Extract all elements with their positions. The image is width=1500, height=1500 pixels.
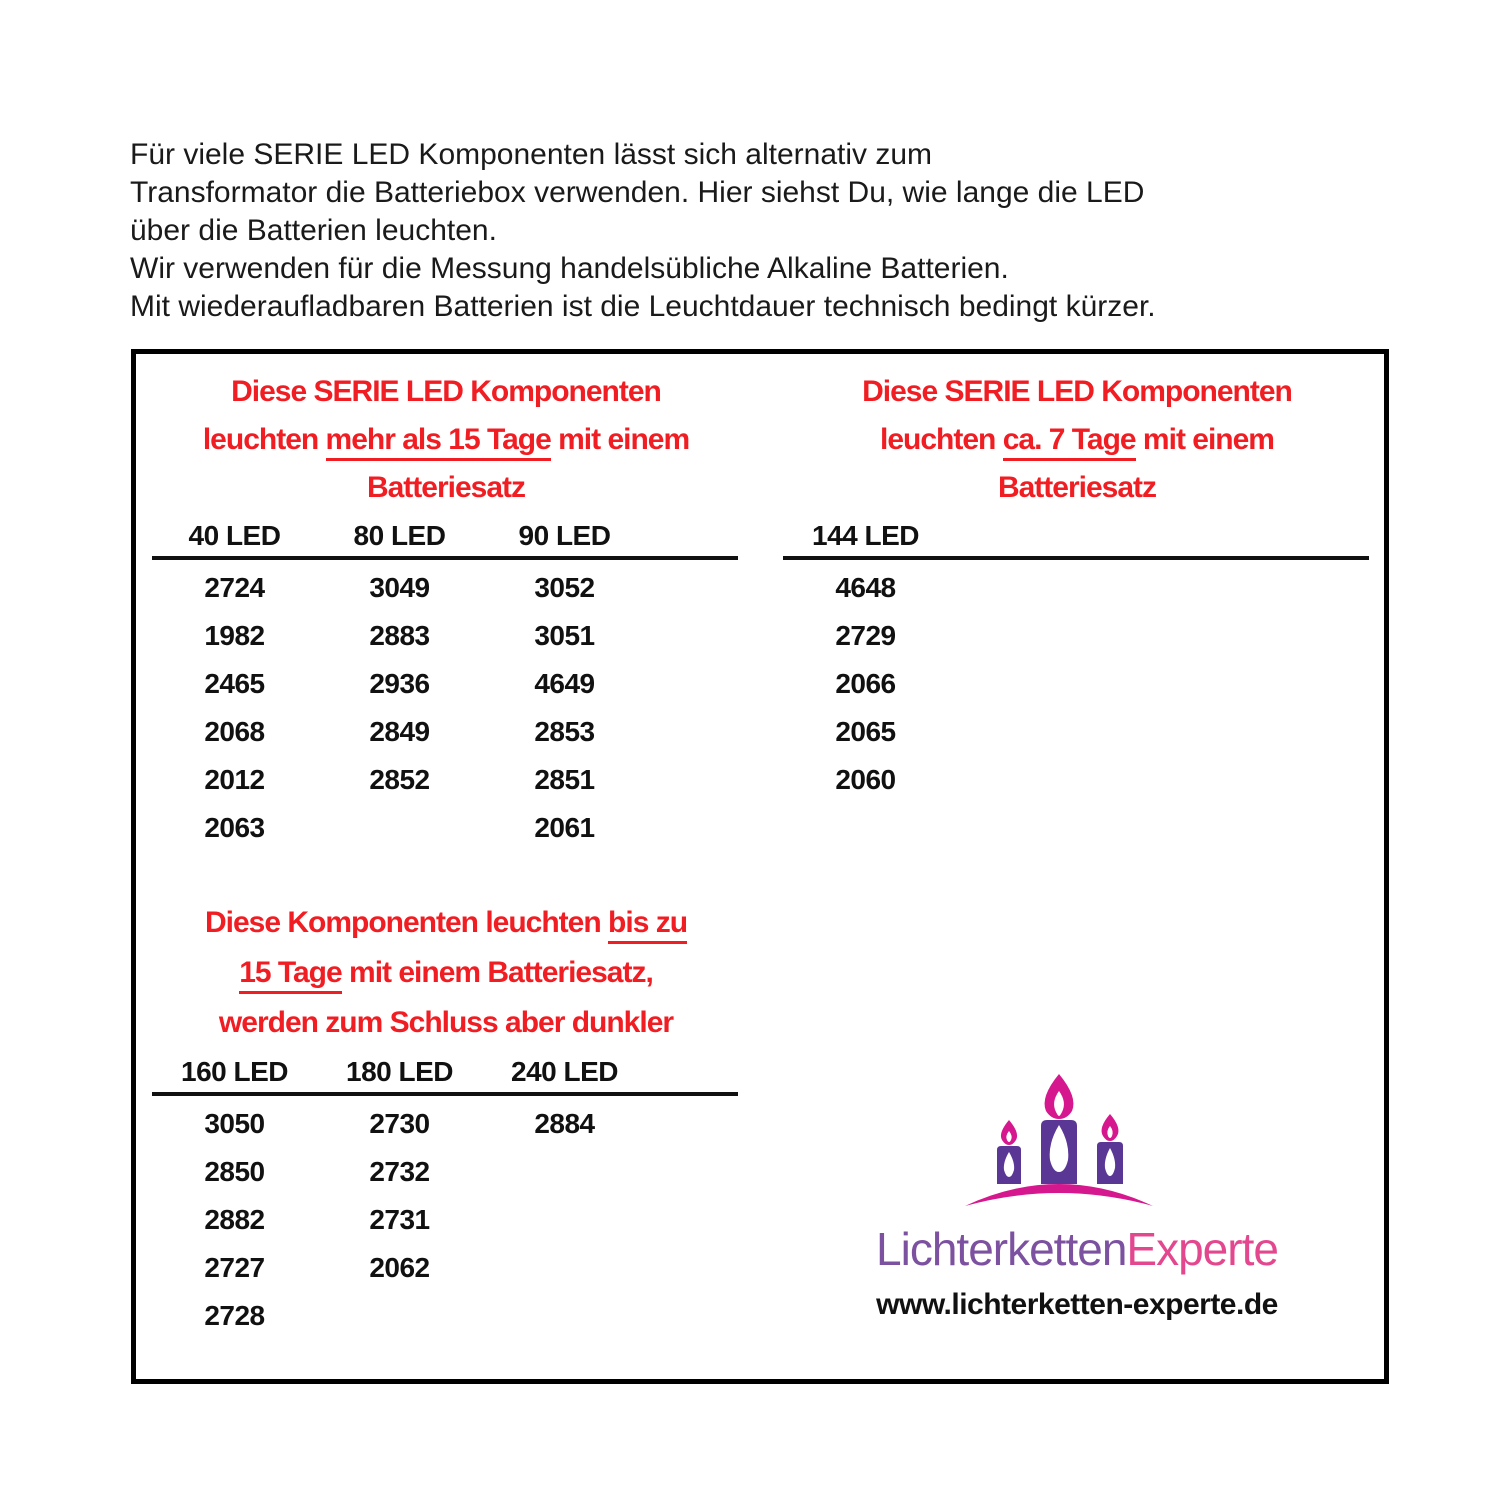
brand-name-secondary: Experte <box>1126 1223 1278 1275</box>
underlined-phrase: mehr als 15 Tage <box>326 423 551 461</box>
intro-paragraph <box>130 136 1420 326</box>
heading-line: 15 Tage mit einem Batteriesatz, <box>152 948 740 998</box>
article-number-cell: 2465 <box>204 668 265 699</box>
article-number-cell: 3049 <box>369 572 430 603</box>
article-number-cell: 2724 <box>204 572 265 603</box>
article-number-cell: 2882 <box>204 1204 265 1235</box>
article-number-cell: 2729 <box>835 620 896 651</box>
battery-duration-box <box>131 349 1389 1384</box>
column-header: 80 LED <box>353 520 446 551</box>
article-number-cell: 4648 <box>835 572 896 603</box>
article-number-cell: 2731 <box>369 1204 430 1235</box>
article-number-cell: 3050 <box>204 1108 265 1139</box>
article-number-cell: 2850 <box>204 1156 265 1187</box>
column-header: 144 LED <box>812 520 919 551</box>
heading-line: Diese SERIE LED Komponenten <box>231 375 661 408</box>
heading-line: Batteriesatz <box>366 471 526 504</box>
article-number-cell: 2849 <box>369 716 430 747</box>
article-number-cell: 2851 <box>534 764 595 795</box>
article-number-cell: 2012 <box>204 764 265 795</box>
intro-line: über die Batterien leuchten. <box>130 214 497 247</box>
article-number-cell: 4649 <box>534 668 595 699</box>
article-number-cell: 2060 <box>835 764 896 795</box>
column-header: 90 LED <box>518 520 611 551</box>
article-number-cell <box>482 1196 647 1244</box>
led-duration-table <box>783 516 1371 804</box>
article-number-cell: 2063 <box>204 812 265 843</box>
article-number-cell: 2883 <box>369 620 430 651</box>
candles-logo-icon <box>959 1070 1159 1220</box>
column-header: 160 LED <box>181 1056 288 1087</box>
section-up-to-15-days <box>152 898 740 1340</box>
heading-line: leuchten mehr als 15 Tage mit einem <box>152 416 740 464</box>
section-more-than-15-days <box>152 368 740 852</box>
article-number-cell: 2730 <box>369 1108 430 1139</box>
article-number-cell: 2936 <box>369 668 430 699</box>
table-header-rule <box>152 1092 738 1096</box>
article-number-cell: 2061 <box>534 812 595 843</box>
underlined-phrase: 15 Tage <box>239 956 342 994</box>
brand-logo <box>783 1070 1371 1322</box>
heading-line: Diese Komponenten leuchten bis zu <box>152 898 740 948</box>
article-number-cell <box>482 1244 647 1292</box>
table-header-rule <box>152 556 738 560</box>
section-ca-7-days <box>783 368 1371 804</box>
section-heading <box>152 898 740 1048</box>
article-number-cell: 3052 <box>534 572 595 603</box>
column-header: 40 LED <box>188 520 281 551</box>
article-number-cell: 2852 <box>369 764 430 795</box>
article-number-cell: 2066 <box>835 668 896 699</box>
led-duration-table <box>152 1052 740 1340</box>
article-number-cell: 2062 <box>369 1252 430 1283</box>
article-number-cell: 2727 <box>204 1252 265 1283</box>
brand-name <box>783 1224 1371 1274</box>
intro-line: Für viele SERIE LED Komponenten lässt sich alternativ zum <box>130 138 933 171</box>
article-number-cell: 2732 <box>369 1156 430 1187</box>
table-header-rule <box>783 556 1369 560</box>
intro-line: Mit wiederaufladbaren Batterien ist die Leuchtdauer technisch bedingt kürzer. <box>130 290 1156 323</box>
column-header: 240 LED <box>511 1056 618 1087</box>
article-number-cell <box>482 1148 647 1196</box>
heading-line: werden zum Schluss aber dunkler <box>218 1006 674 1039</box>
underlined-phrase: bis zu <box>608 906 687 944</box>
article-number-cell: 1982 <box>204 620 265 651</box>
article-number-cell: 2853 <box>534 716 595 747</box>
article-number-cell: 2728 <box>204 1300 265 1331</box>
article-number-cell <box>317 804 482 852</box>
article-number-cell: 2884 <box>534 1108 595 1139</box>
heading-line: leuchten ca. 7 Tage mit einem <box>783 416 1371 464</box>
website-url: www.lichterketten-experte.de <box>876 1288 1278 1321</box>
intro-line: Wir verwenden für die Messung handelsübliche Alkaline Batterien. <box>130 252 1009 285</box>
section-heading <box>152 368 740 512</box>
led-duration-table <box>152 516 740 852</box>
column-header: 180 LED <box>346 1056 453 1087</box>
article-number-cell: 3051 <box>534 620 595 651</box>
underlined-phrase: ca. 7 Tage <box>1003 423 1136 461</box>
heading-line: Diese SERIE LED Komponenten <box>862 375 1292 408</box>
intro-line: Transformator die Batteriebox verwenden. Hier siehst Du, wie lange die LED <box>130 176 1145 209</box>
heading-line: Batteriesatz <box>997 471 1157 504</box>
brand-name-primary: Lichterketten <box>876 1223 1127 1275</box>
article-number-cell: 2068 <box>204 716 265 747</box>
section-heading <box>783 368 1371 512</box>
article-number-cell: 2065 <box>835 716 896 747</box>
